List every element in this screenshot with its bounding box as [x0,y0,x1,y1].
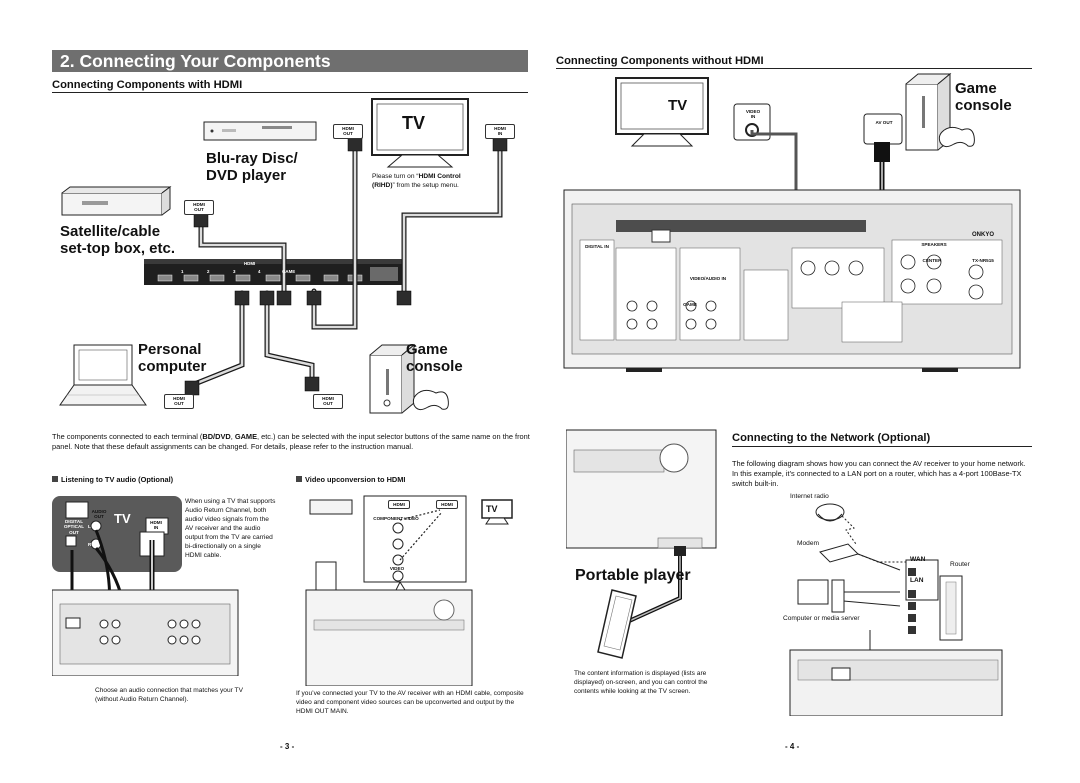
tv-audio-tv-label: TV [114,511,131,526]
upconv-caption: If you’ve connected your TV to the AV receiver with an HDMI cable, composite video and component video sources can be upconverted and output by the HDMI OUT MAIN. [296,690,524,715]
page-number-right: - 4 - [785,742,799,751]
satellite-hdmi-out-label: HDMI OUT [184,200,214,215]
pc-hdmi-out-label: HDMI OUT [164,394,194,409]
video-audio-in-label: VIDEO/AUDIO IN [689,276,727,281]
portable-player-diagram [566,426,726,666]
game-input-label: GAME [683,302,697,307]
lan-label: LAN [910,577,924,584]
tv-audio-text: When using a TV that supports Audio Return Channel, both audio/ video signals from the AV receiver and the audio output from the TV are carried bi-directionally on a single HDMI cable. [185,498,276,559]
computer-server-label: Computer or media server [783,615,860,622]
audio-r-label: R [88,542,92,547]
bluray-hdmi-out-label: HDMI OUT [333,124,363,139]
hdmi-panel-labels: HDMI 1 2 3 4 GAME [181,261,296,274]
portable-player-label: Portable player [575,567,691,584]
tv-audio-caption: Choose an audio connection that matches your TV (without Audio Return Channel). [95,687,243,703]
laptop-device [60,345,146,405]
video-in-label: VIDEO IN [745,109,761,120]
upconv-tv-label: TV [486,504,498,514]
digital-in-label: DIGITAL IN [585,244,609,249]
pc-label: Personal computer [138,341,207,375]
page-number-left: - 3 - [280,742,294,751]
wan-label: WAN [910,556,926,563]
network-heading-rule [732,446,1032,447]
upconv-hdmi-label-2: HDMI [436,500,458,509]
audio-out-label: AUDIO OUT [91,509,107,520]
tv-audio-hdmi-in-label: HDMI IN [150,520,162,531]
model-label: TX-NR515 [972,258,994,263]
hdmi-heading: Connecting Components with HDMI [52,79,243,91]
satellite-box-device [62,187,170,215]
audio-l-label: L [88,524,91,529]
right-game-label: Game console [955,80,1012,114]
digital-optical-out-label: DIGITAL OPTICAL OUT [63,519,85,535]
modem-label: Modem [797,540,819,547]
square-bullet-icon [296,476,302,482]
nonhdmi-connection-diagram [556,72,1032,372]
game-label: Game console [406,341,463,375]
hdmi-connection-diagram [52,95,528,425]
upconv-hdmi-label-1: HDMI [388,500,410,509]
network-diagram [760,500,1032,716]
section-title: 2. Connecting Your Components [52,50,528,72]
tv-hdmi-in-label: HDMI IN [485,124,515,139]
speakers-label: SPEAKERS [921,242,947,247]
upconv-heading: Video upconversion to HDMI [305,475,406,484]
game-hdmi-out-label: HDMI OUT [313,394,343,409]
center-label: CENTER [922,258,942,263]
satellite-label: Satellite/cable set-top box, etc. [60,223,176,257]
portable-caption: The content information is displayed (lists are displayed) on-screen, and you can control the contents while looking at the TV screen. [574,670,708,695]
video-label: VIDEO [389,566,405,571]
tv-audio-heading: Listening to TV audio (Optional) [61,475,174,484]
square-bullet-icon [52,476,58,482]
right-tv-label: TV [668,97,688,114]
bluray-label: Blu-ray Disc/ DVD player [206,150,298,184]
network-heading: Connecting to the Network (Optional) [732,432,931,444]
internet-radio-label: Internet radio [790,493,829,500]
network-text: The following diagram shows how you can connect the AV receiver to your home network. In this example, it’s connected to a LAN port on a router, which has a 4-port 100Base-TX switch built-in. [732,459,1026,488]
hdmi-heading-rule [52,92,528,93]
component-video-label: COMPONENT VIDEO [373,516,419,521]
bluray-player-device [204,122,316,140]
nonhdmi-heading: Connecting Components without HDMI [556,55,764,67]
router-label: Router [950,561,970,568]
onkyo-brand-label: ONKYO [971,232,994,238]
hdmi-control-note: Please turn on “HDMI Control (RIHD)” from the setup menu. [372,173,461,189]
av-out-label: AV OUT [875,120,893,125]
input-selector-paragraph: The components connected to each terminal (BD/DVD, GAME, etc.) can be selected with the input selector buttons of the same name on the front panel. Note that these default assignments can be changed. For details, please refer to the instruction manual. [52,432,530,451]
nonhdmi-heading-rule [556,68,1032,69]
tv-label: TV [402,113,426,133]
